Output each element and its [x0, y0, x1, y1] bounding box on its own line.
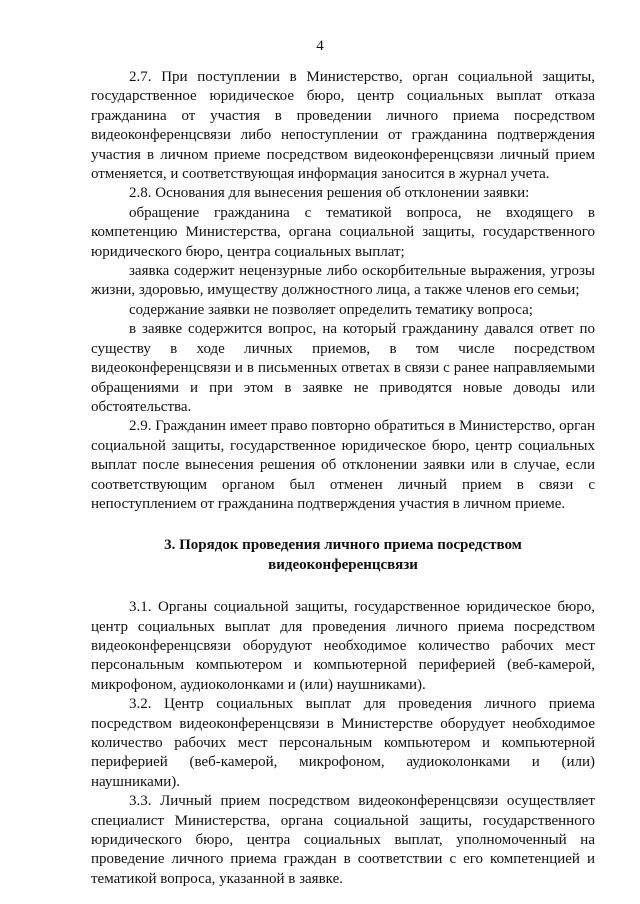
paragraph-2-7: 2.7. При поступлении в Министерство, орган социальной защиты, государственное юридическое бюро, центр социальных выплат отказа гражданина от участия в проведении личного приема посредством видеоконференцсвязи либо непоступлении от гражданина подтверждения участия в личном приеме посредством видеоконференцсвязи личный прием отменяется, и соответствующая информация заносится в журнал учета.	[91, 69, 595, 183]
section-3-heading	[91, 536, 595, 575]
paragraph-2-9: 2.9. Гражданин имеет право повторно обратиться в Министерство, орган социальной защиты, государственное юридическое бюро, центр социальных выплат после вынесения решения об отклонении заявки или в случае, если соответствующим органом был отменен личный прием в связи с непоступлением от гражданина подтверждения участия в личном приеме.	[91, 418, 595, 512]
paragraph-2-8-item-3: содержание заявки не позволяет определить тематику вопроса;	[129, 301, 533, 318]
paragraph-3-2: 3.2. Центр социальных выплат для проведения личного приема посредством видеоконференцсвязи в Министерстве оборудует необходимое количество рабочих мест персональным компьютером и компьютерной периферией (веб-камерой, микрофоном, аудиоколонками и (или) наушниками).	[91, 696, 595, 790]
paragraph-3-3: 3.3. Личный прием посредством видеоконференцсвязи осуществляет специалист Министерства, органа социальной защиты, государственного юридического бюро, центра социальных выплат, уполномоченный на проведение личного приема граждан в соответствии с его компетенцией и тематикой вопроса, указанной в заявке.	[91, 793, 595, 887]
paragraph-3-1: 3.1. Органы социальной защиты, государственное юридическое бюро, центр социальных выплат для проведения личного приема посредством видеоконференцсвязи оборудуют необходимое количество рабочих мест персональным компьютером и компьютерной периферией (веб-камерой, микрофоном, аудиоколонками и (или) наушниками).	[91, 599, 595, 693]
paragraph-2-8: 2.8. Основания для вынесения решения об отклонении заявки:	[129, 185, 530, 202]
paragraph-2-8-item-2: заявка содержит нецензурные либо оскорбительные выражения, угрозы жизни, здоровью, имуществу должностного лица, а также членов его семьи;	[91, 263, 595, 299]
section-3-heading-line-1: 3. Порядок проведения личного приема посредством	[164, 537, 522, 554]
section-3-heading-line-2: видеоконференцсвязи	[268, 556, 418, 573]
paragraph-2-8-item-4: в заявке содержится вопрос, на который гражданину давался ответ по существу в ходе личных приемов, в том числе посредством видеоконференцсвязи и в письменных ответах в связи с ранее направляемыми обращениями и при этом в заявке не приводятся новые доводы или обстоятельства.	[91, 321, 595, 415]
page-number: 4	[316, 38, 324, 54]
paragraph-2-8-item-1: обращение гражданина с тематикой вопроса, не входящего в компетенцию Министерства, органа социальной защиты, государственного юридического бюро, центра социальных выплат;	[91, 204, 595, 260]
document-body	[91, 68, 595, 889]
